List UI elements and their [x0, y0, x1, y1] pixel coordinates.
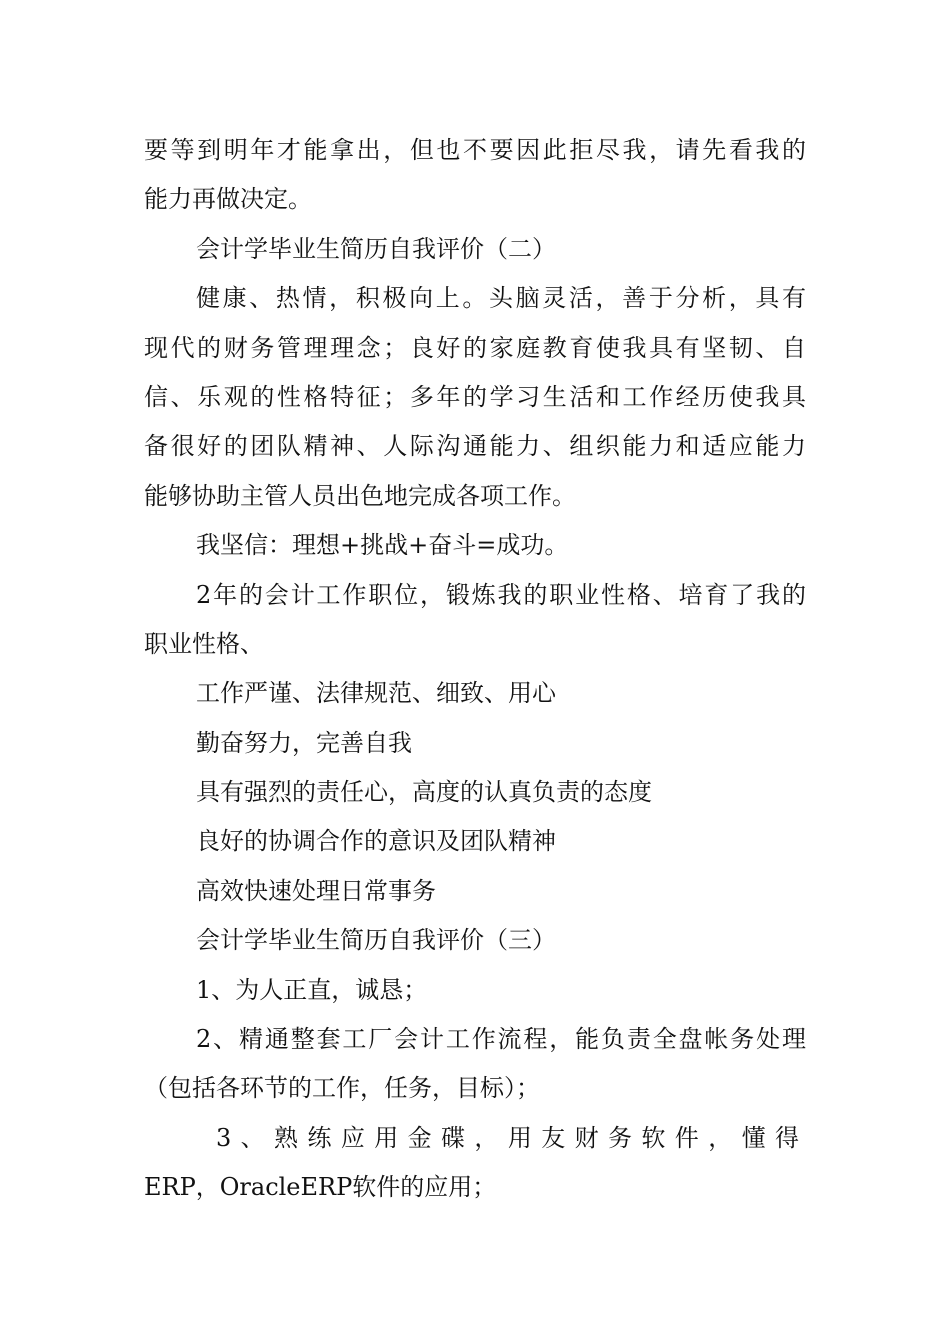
list-item: 勤奋努力，完善自我	[196, 728, 412, 757]
text-line: 职业性格、	[144, 629, 264, 658]
text-line: （包括各环节的工作，任务，目标）；	[144, 1074, 540, 1103]
list-item: 高效快速处理日常事务	[196, 876, 436, 905]
body-text	[144, 126, 806, 1213]
list-item: 具有强烈的责任心，高度的认真负责的态度	[196, 778, 652, 807]
list-item: 1、为人正直，诚恳；	[196, 975, 428, 1004]
text-line: 信、乐观的性格特征；多年的学习生活和工作经历使我具	[144, 382, 806, 411]
text-line: 要等到明年才能拿出，但也不要因此拒尽我，请先看我的	[144, 136, 806, 164]
text-line: 备很好的团队精神、人际沟通能力、组织能力和适应能力	[144, 432, 806, 461]
text-line: 能力再做决定。	[144, 185, 312, 214]
text-line: 能够协助主管人员出色地完成各项工作。	[144, 481, 576, 510]
section-heading: 会计学毕业生简历自我评价（二）	[196, 234, 556, 263]
list-item: 良好的协调合作的意识及团队精神	[196, 827, 556, 856]
text-line: 2年的会计工作职位，锻炼我的职业性格、培育了我的	[196, 580, 806, 609]
list-item: 3、熟练应用金碟，用友财务软件，懂得	[216, 1123, 806, 1152]
list-item: 工作严谨、法律规范、细致、用心	[196, 679, 556, 708]
text-line: 现代的财务管理理念；良好的家庭教育使我具有坚韧、自	[144, 333, 806, 362]
text-line: 我坚信：理想+挑战+奋斗=成功。	[196, 531, 569, 560]
list-item: 2、精通整套工厂会计工作流程，能负责全盘帐务处理	[196, 1025, 806, 1054]
text-line: 健康、热情，积极向上。头脑灵活，善于分析，具有	[196, 284, 806, 313]
section-heading: 会计学毕业生简历自我评价（三）	[196, 926, 556, 955]
text-line: ERP，OracleERP软件的应用；	[144, 1173, 497, 1202]
